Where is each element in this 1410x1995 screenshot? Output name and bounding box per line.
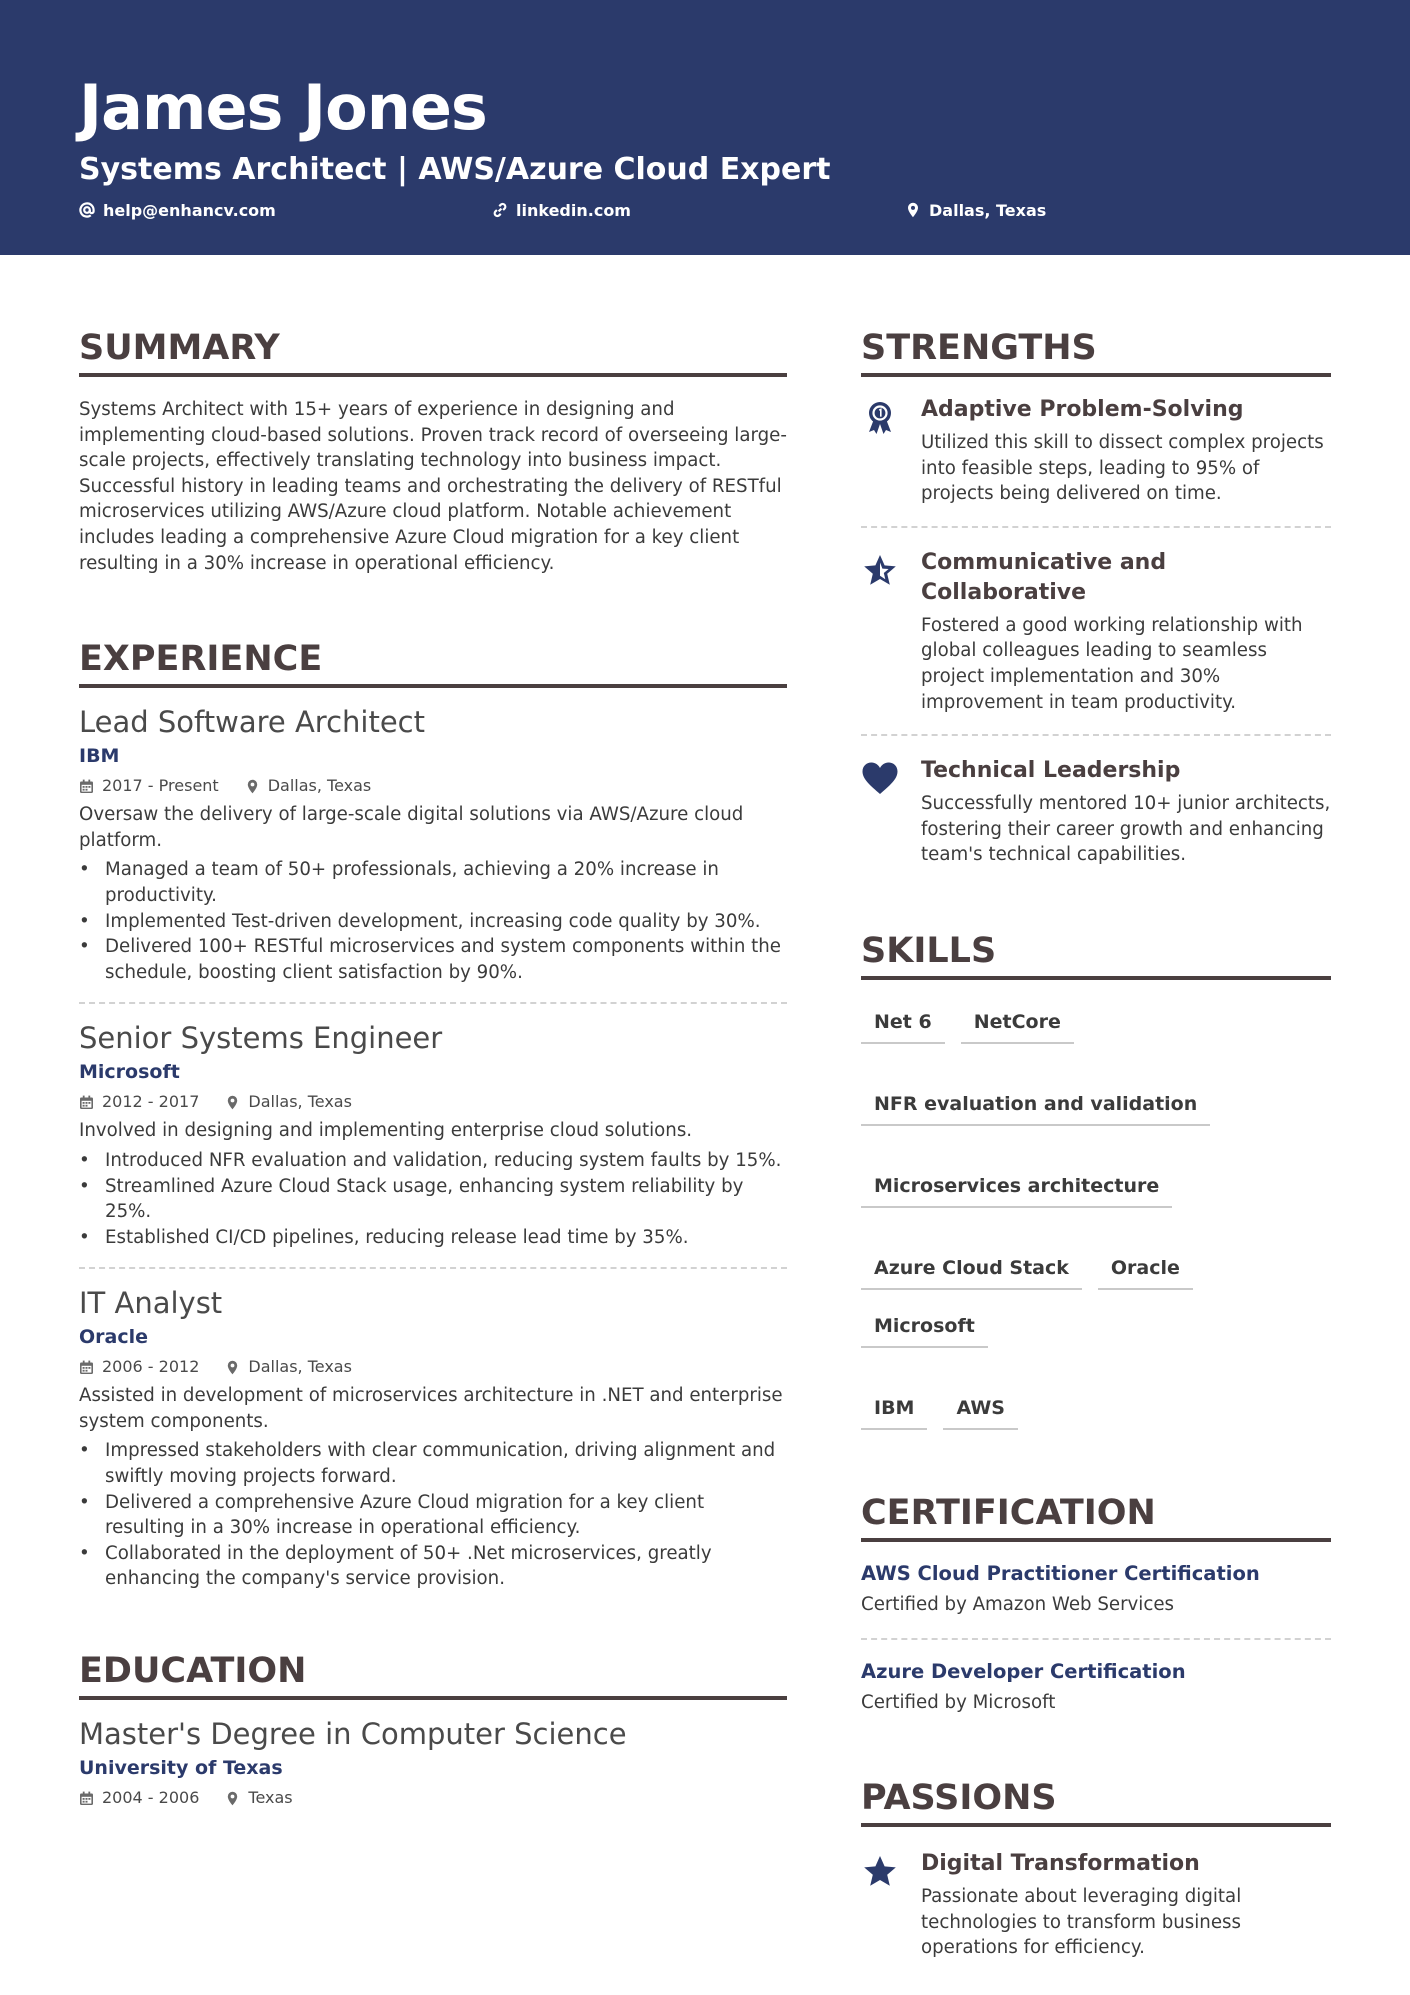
skill-tag: NFR evaluation and validation (861, 1092, 1210, 1126)
contact-email-text: help@enhancv.com (103, 200, 276, 220)
at-sign-icon (79, 202, 95, 218)
contact-link[interactable] (492, 198, 631, 222)
award-ribbon-icon (861, 399, 899, 437)
strengths-heading: STRENGTHS (861, 325, 1331, 377)
certification-heading: CERTIFICATION (861, 1490, 1331, 1542)
star-icon (861, 1853, 899, 1891)
job-bullet: • Collaborated in the deployment of 50+ .Net microservices, greatly enhancing the company's service provision. (79, 1541, 787, 1592)
entry-divider (861, 1638, 1331, 1640)
job-bullet: • Introduced NFR evaluation and validation, reducing system faults by 15%. (79, 1148, 787, 1174)
skills-heading: SKILLS (861, 928, 1331, 980)
passions-heading: PASSIONS (861, 1775, 1331, 1827)
resume-header (0, 0, 1410, 255)
job-dates: 2006 - 2012 (102, 1357, 200, 1377)
right-column (861, 325, 1331, 1961)
skill-tag: Azure Cloud Stack (861, 1256, 1082, 1290)
skill-tag: Oracle (1098, 1256, 1193, 1290)
job-bullet: • Implemented Test-driven development, increasing code quality by 30%. (79, 909, 787, 935)
entry-divider (79, 1267, 787, 1269)
skill-tag: Net 6 (861, 1010, 945, 1044)
left-column (79, 325, 787, 1809)
education-meta (79, 1787, 787, 1809)
job-bullet: • Delivered 100+ RESTful microservices and system components within the schedule, boosting client satisfaction by 90%. (79, 934, 787, 985)
job-meta (79, 775, 787, 797)
candidate-name: James Jones (79, 71, 487, 144)
education-entry (79, 1716, 787, 1809)
job-dates: 2012 - 2017 (102, 1092, 200, 1112)
job-description: Assisted in development of microservices architecture in .NET and enterprise system components. (79, 1385, 783, 1432)
job-meta (79, 1356, 787, 1378)
experience-entry (79, 704, 787, 985)
summary-text: Systems Architect with 15+ years of experience in designing and implementing cloud-based solutions. Proven track record of overseeing large-scale projects, effectively translating technology into business impact. Successful history in leading teams and orchestrating the delivery of RESTful microservices utilizing AWS/Azure cloud platform. Notable achievement includes leading a comprehensive Azure Cloud migration for a key client resulting in a 30% increase in operational efficiency. (79, 399, 787, 574)
job-bullet: • Established CI/CD pipelines, reducing release lead time by 35%. (79, 1225, 787, 1251)
job-location: Dallas, Texas (267, 776, 372, 796)
certification-title: Azure Developer Certification (861, 1659, 1186, 1683)
experience-entry (79, 1285, 787, 1592)
job-bullet: • Delivered a comprehensive Azure Cloud migration for a key client resulting in a 30% increase in operational efficiency. (79, 1490, 787, 1541)
passion-title: Digital Transformation (921, 1851, 1200, 1877)
passion-description: Passionate about leveraging digital technologies to transform business operations for efficiency. (921, 1886, 1242, 1959)
calendar-icon (79, 1360, 94, 1375)
contact-link-text: linkedin.com (516, 200, 631, 220)
education-dates: 2004 - 2006 (102, 1788, 200, 1808)
skill-tag: Microsoft (861, 1314, 988, 1348)
candidate-headline: Systems Architect | AWS/Azure Cloud Expert (79, 152, 831, 187)
education-heading: EDUCATION (79, 1648, 787, 1700)
strength-description: Utilized this skill to dissect complex projects into feasible steps, leading to 95% of projects being delivered on time. (921, 432, 1324, 505)
experience-heading: EXPERIENCE (79, 636, 787, 688)
link-icon (492, 202, 508, 218)
strength-title: Communicative and Collaborative (921, 549, 1167, 605)
strength-description: Fostered a good working relationship with global colleagues leading to seamless project implementation and 30% improvement in team productivity. (921, 614, 1303, 713)
school-name: University of Texas (79, 1757, 283, 1780)
job-company: Microsoft (79, 1061, 180, 1084)
entry-divider (861, 526, 1331, 528)
job-dates: 2017 - Present (102, 776, 219, 796)
location-pin-icon (225, 1095, 240, 1110)
job-title: IT Analyst (79, 1286, 223, 1321)
skill-tag: IBM (861, 1396, 927, 1430)
skills-list (861, 1010, 1331, 1430)
strength-title: Adaptive Problem-Solving (921, 397, 1244, 422)
skill-tag: Microservices architecture (861, 1174, 1172, 1208)
contact-location (905, 198, 1046, 222)
certification-item (861, 1658, 1331, 1716)
job-title: Lead Software Architect (79, 705, 425, 740)
job-company: IBM (79, 745, 120, 768)
job-meta (79, 1091, 787, 1113)
job-bullets (79, 1438, 787, 1592)
passion-item (861, 1849, 1331, 1961)
summary-heading: SUMMARY (79, 325, 787, 377)
certification-issuer: Certified by Microsoft (861, 1691, 1056, 1713)
strength-item (861, 548, 1331, 715)
heart-icon (861, 760, 899, 798)
skill-tag: NetCore (961, 1010, 1074, 1044)
skill-tag: AWS (943, 1396, 1018, 1430)
location-pin-icon (225, 1791, 240, 1806)
calendar-icon (79, 1095, 94, 1110)
entry-divider (79, 1002, 787, 1004)
job-bullet: • Managed a team of 50+ professionals, achieving a 20% increase in productivity. (79, 857, 787, 908)
certification-issuer: Certified by Amazon Web Services (861, 1593, 1175, 1615)
certification-item (861, 1560, 1331, 1618)
job-location: Dallas, Texas (248, 1092, 352, 1112)
job-company: Oracle (79, 1326, 149, 1349)
strength-description: Successfully mentored 10+ junior architects, fostering their career growth and enhancing team's technical capabilities. (921, 793, 1331, 866)
job-location: Dallas, Texas (248, 1357, 352, 1377)
job-bullets (79, 857, 787, 985)
job-bullets (79, 1148, 787, 1250)
contact-location-text: Dallas, Texas (929, 200, 1047, 220)
job-bullet: • Streamlined Azure Cloud Stack usage, enhancing system reliability by 25%. (79, 1174, 787, 1225)
entry-divider (861, 734, 1331, 736)
location-pin-icon (905, 202, 921, 218)
job-description: Oversaw the delivery of large-scale digital solutions via AWS/Azure cloud platform. (79, 804, 744, 851)
education-location: Texas (248, 1788, 293, 1808)
strength-item (861, 395, 1331, 507)
star-outline-icon (861, 552, 899, 590)
experience-entry (79, 1020, 787, 1250)
calendar-icon (79, 779, 94, 794)
strength-item (861, 756, 1331, 868)
job-bullet: • Impressed stakeholders with clear communication, driving alignment and swiftly moving projects forward. (79, 1438, 787, 1489)
contact-email[interactable] (79, 198, 276, 222)
job-title: Senior Systems Engineer (79, 1021, 443, 1056)
calendar-icon (79, 1791, 94, 1806)
location-pin-icon (245, 779, 260, 794)
location-pin-icon (225, 1360, 240, 1375)
strength-title: Technical Leadership (921, 758, 1181, 784)
degree-title: Master's Degree in Computer Science (79, 1717, 627, 1752)
job-description: Involved in designing and implementing enterprise cloud solutions. (79, 1120, 693, 1142)
certification-title: AWS Cloud Practitioner Certification (861, 1561, 1260, 1585)
